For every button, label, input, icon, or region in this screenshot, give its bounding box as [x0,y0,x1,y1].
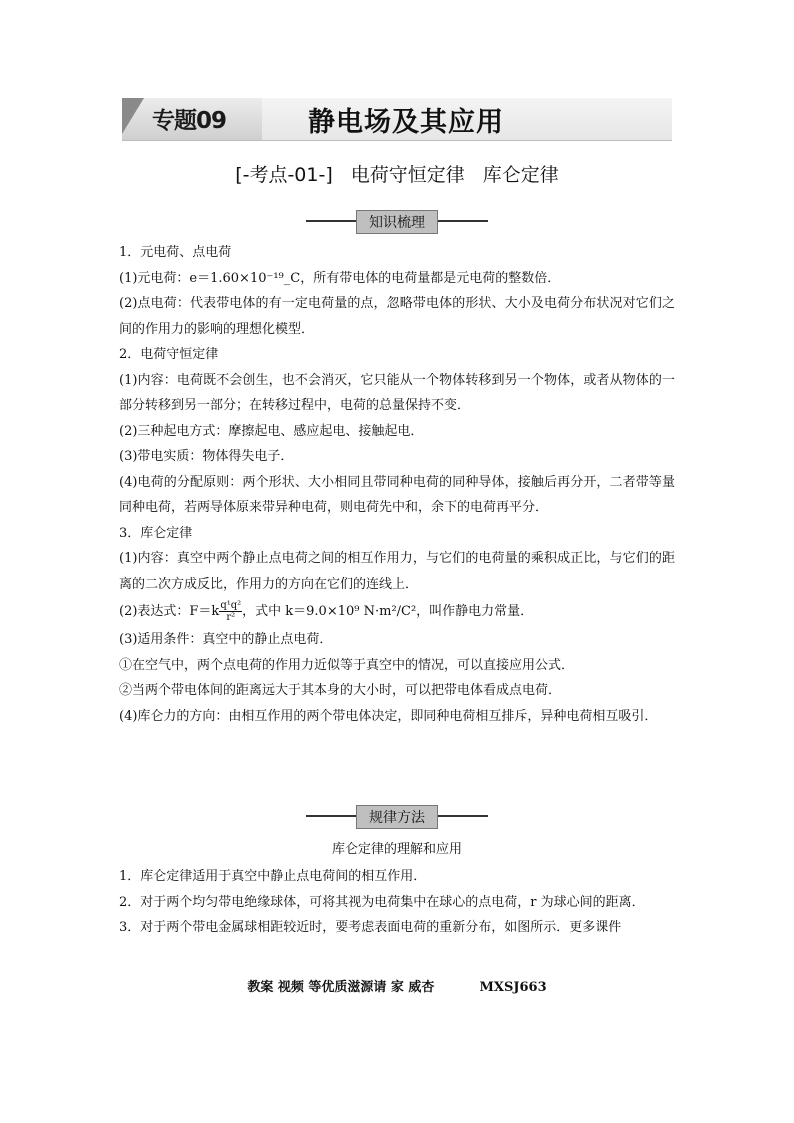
section-tag-method [0,805,794,827]
formula-prefix: (2)表达式：F＝k [119,604,220,619]
kaodian-heading [0,160,794,187]
knowledge-line: (4)电荷的分配原则：两个形状、大小相同且带同种电荷的同种导体，接触后再分开，二者带等量同种电荷，若两导体原来带异种电荷，则电荷先中和，余下的电荷再平分． [119,474,675,515]
footer [0,976,794,995]
formula-suffix: ，式中 k＝9.0×10⁹ N·m²/C²，叫作静电力常量． [242,604,534,619]
knowledge-line: (1)内容：电荷既不会创生，也不会消灭，它只能从一个物体转移到另一个物体，或者从物体的一部分转移到另一部分；在转移过程中，电荷的总量保持不变． [119,372,675,413]
footer-text: 教案 视频 等优质滋源请 家 威杏 [247,980,435,995]
section-tag-knowledge [0,210,794,232]
formula-numerator: q¹q² [220,600,242,611]
topic-number: 专题09 [152,108,227,134]
knowledge-body [119,240,675,729]
knowledge-line: 2．电荷守恒定律 [119,347,219,362]
knowledge-line: (3)带电实质：物体得失电子． [119,449,294,464]
kaodian-title-2: 库仑定律 [482,164,559,186]
method-item: 1．库仑定律适用于真空中静止点电荷间的相互作用． [119,869,427,884]
formula-line [119,597,675,627]
method-item: 2．对于两个均匀带电绝缘球体，可将其视为电荷集中在球心的点电荷，r 为球心间的距离． [119,894,645,910]
knowledge-line: (1)内容：真空中两个静止点电荷之间的相互作用力，与它们的电荷量的乘积成正比，与它们的距离的二次方成反比，作用力的方向在它们的连线上． [119,551,675,592]
knowledge-line: (2)三种起电方式：摩擦起电、感应起电、接触起电． [119,423,424,439]
method-subtitle: 库仑定律的理解和应用 [331,842,462,857]
knowledge-line: ①在空气中，两个点电荷的作用力近似等于真空中的情况，可以直接应用公式． [119,657,575,673]
knowledge-line: (2)点电荷：代表带电体的有一定电荷量的点，忽略带电体的形状、大小及电荷分布状况对它们之间的作用力的影响的理想化模型． [119,296,675,337]
kaodian-title-1: 电荷守恒定律 [350,164,465,186]
section-label: 规律方法 [356,805,438,829]
method-body [119,864,675,941]
page-title: 静电场及其应用 [308,107,504,138]
kaodian-label: [-考点-01-] [235,164,333,186]
knowledge-line: ②当两个带电体间的距离远大于其本身的大小时，可以把带电体看成点电荷． [119,683,562,698]
formula-fraction [219,600,242,623]
knowledge-line: (3)适用条件：真空中的静止点电荷． [119,632,333,647]
knowledge-line: 3．库仑定律 [119,525,193,541]
footer-code: MXSJ663 [479,980,547,995]
title-banner [122,98,672,141]
formula-denominator: r² [226,612,236,623]
method-item: 3．对于两个带电金属球相距较近时，要考虑表面电荷的重新分布，如图所示．更多课件 [119,920,622,935]
knowledge-line: (4)库仑力的方向：由相互作用的两个带电体决定，即同种电荷相互排斥，异种电荷相互吸引． [119,708,658,724]
knowledge-line: (1)元电荷：e＝1.60×10⁻¹⁹_C，所有带电体的电荷量都是元电荷的整数倍． [119,270,561,286]
section-label: 知识梳理 [356,210,438,234]
knowledge-line: 1．元电荷、点电荷 [119,245,232,260]
